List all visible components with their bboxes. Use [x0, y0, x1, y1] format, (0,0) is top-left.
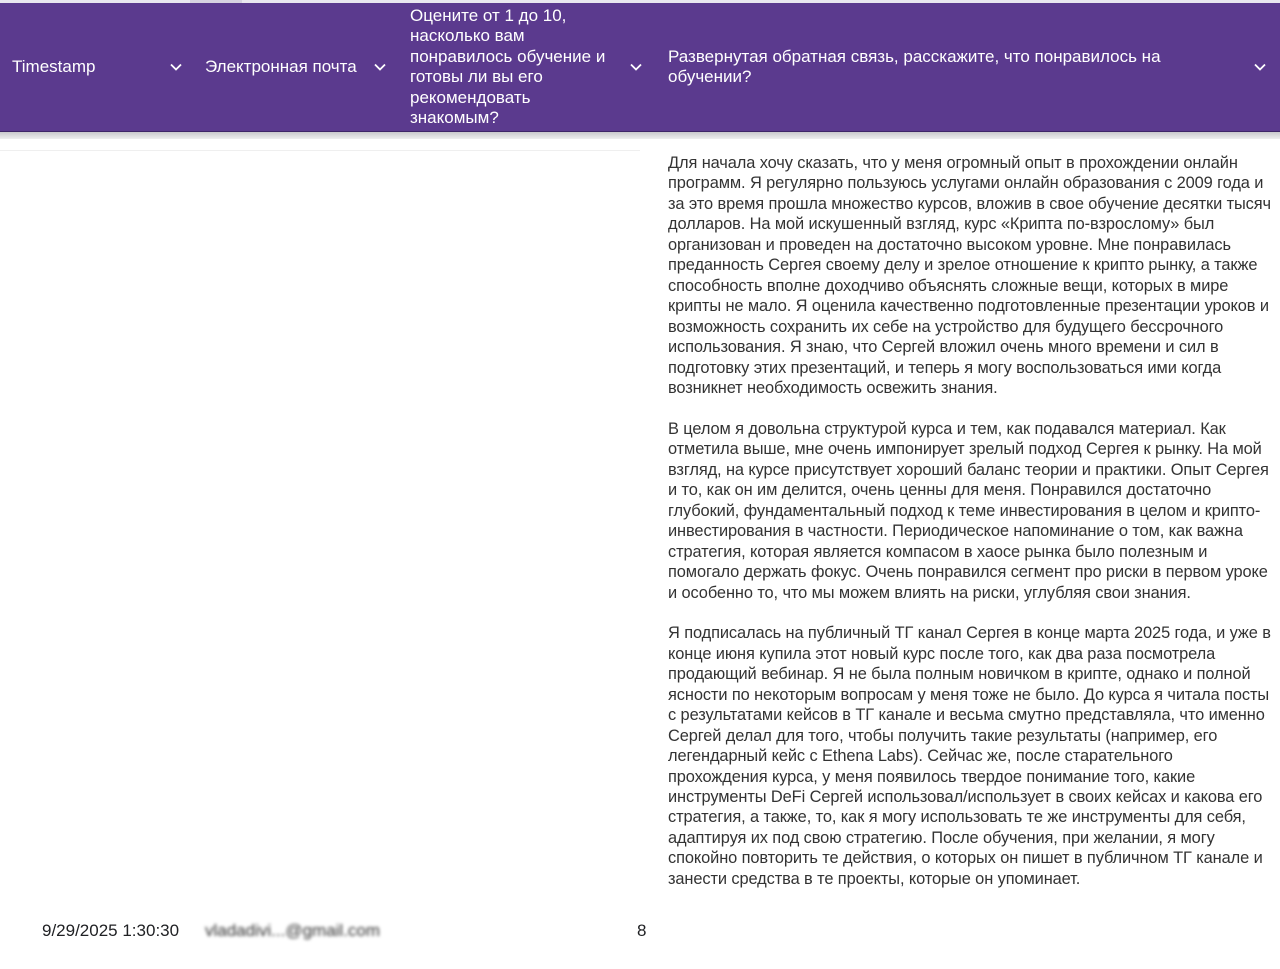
column-header-label: Электронная почта: [205, 56, 357, 76]
column-header-feedback[interactable]: [668, 3, 1268, 131]
cell-feedback[interactable]: [668, 153, 1272, 889]
feedback-paragraph: Для начала хочу сказать, что у меня огромный опыт в прохождении онлайн программ. Я регулярно пользуюсь услугами онлайн образования с 2009 года и за это время прошла множество курсов, вложив в свое обучение десятки тысяч долларов. На мой искушенный взгляд, курс «Крипта по-взрослому» был организован и проведен на достаточно высоком уровне. Мне понравилась преданность Сергея своему делу и зрелое отношение к крипто рынку, а также способность вполне доходчиво объяснять сложные вещи, которых в мире крипты не мало. Я оценила качественно подготовленные презентации уроков и возможность сохранить их себе на устройство для будущего бессрочного использования. Я знаю, что Сергей вложил очень много времени и сил в подготовку этих презентаций, и теперь я могу воспользоваться ими когда возникнет необходимость освежить знания.: [668, 154, 1271, 397]
chevron-down-icon[interactable]: [1252, 59, 1268, 75]
column-header-email[interactable]: [205, 3, 388, 131]
column-header-label: Timestamp: [12, 56, 96, 76]
column-header-label: Развернутая обратная связь, расскажите, что понравилось на обучении?: [668, 46, 1161, 86]
column-header-label: Оцените от 1 до 10, насколько вам понравилось обучение и готовы ли вы его рекомендовать знакомым?: [410, 5, 606, 127]
column-header-rating[interactable]: [410, 3, 644, 131]
header-shadow: [0, 132, 1280, 139]
cell-email[interactable]: vladadivi...@gmail.com: [205, 921, 381, 940]
column-header-timestamp[interactable]: [12, 3, 184, 131]
feedback-paragraph: Я подписалась на публичный ТГ канал Сергея в конце марта 2025 года, и уже в конце июня купила этот новый курс после того, как два раза посмотрела продающий вебинар. Я не была полным новичком в крипте, однако и полной ясности по некоторым вопросам у меня тоже не было. До курса я читала посты с результатами кейсов в ТГ канале и весьма смутно представляла, что именно Сергей делал для того, чтобы получить такие результаты (например, его легендарный кейс с Ethena Labs). Сейчас же, после старательного прохождения курса, у меня появилось твердое понимание того, какие инструменты DeFi Сергей использовал/использует в своих кейсах и какова его стратегия, а также, то, как я могу использовать те же инструменты для себя, адаптируя их под свою стратегию. После обучения, при желании, я могу спокойно повторить те действия, о которых он пишет в публичном ТГ канале и занести средства в те проекты, которые он упоминает.: [668, 624, 1271, 888]
chevron-down-icon[interactable]: [168, 59, 184, 75]
feedback-paragraph: В целом я довольна структурой курса и тем, как подавался материал. Как отметила выше, мне очень импонирует зрелый подход Сергея к рынку. На мой взгляд, на курсе присутствует хороший баланс теории и практики. Опыт Сергея и то, как он им делится, очень ценны для меня. Понравился достаточно глубокий, фундаментальный подход к теме инвестирования в целом и крипто-инвестирования в частности. Периодическое напоминание о том, как важна стратегия, которая является компасом в хаосе рынка было полезным и помогало держать фокус. Очень понравился сегмент про риски в первом уроке и особенно то, что мы можем влиять на риски, углубляя свои знания.: [668, 419, 1269, 602]
chevron-down-icon[interactable]: [372, 59, 388, 75]
chevron-down-icon[interactable]: [628, 59, 644, 75]
row-divider: [0, 150, 640, 151]
cell-timestamp[interactable]: 9/29/2025 1:30:30: [42, 921, 180, 940]
cell-rating[interactable]: 8: [637, 921, 647, 940]
